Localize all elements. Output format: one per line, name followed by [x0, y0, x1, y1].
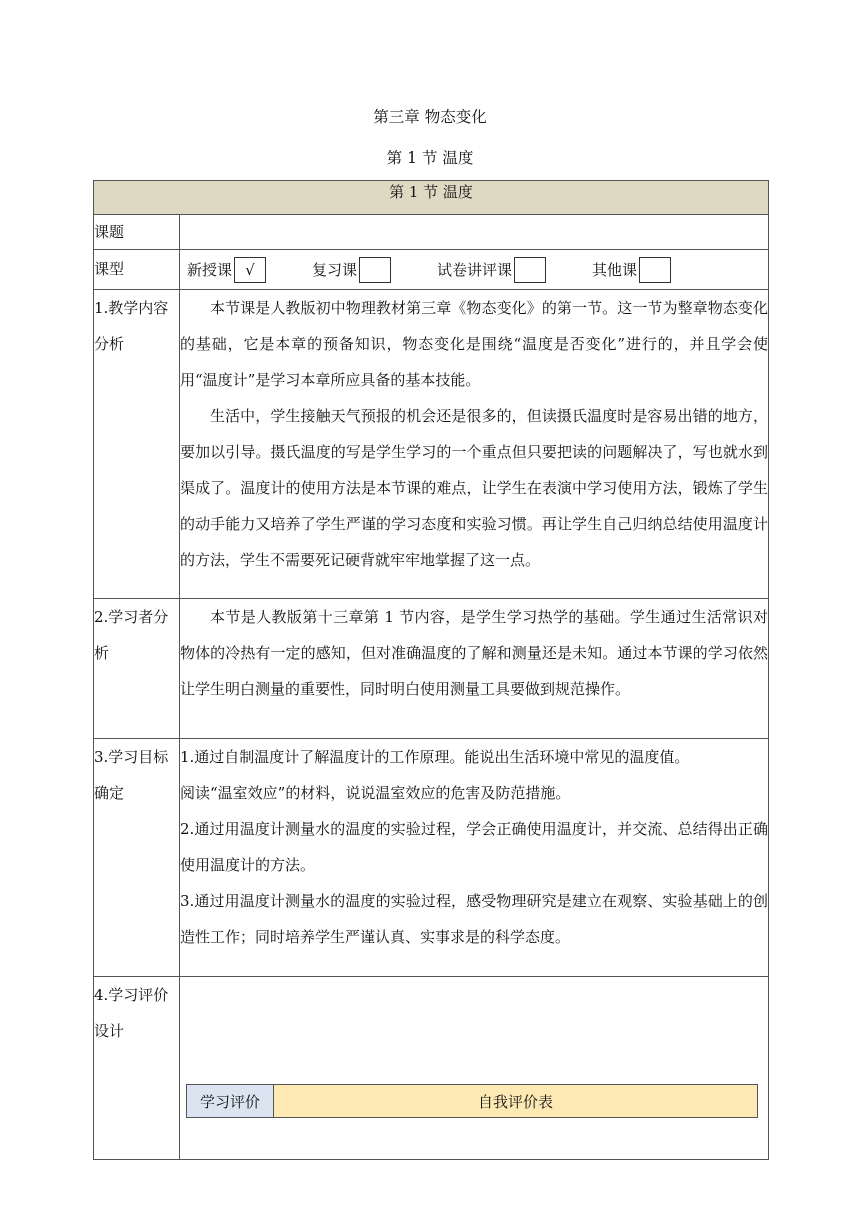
table-row: [94, 977, 769, 1160]
type-option-label: 试卷讲评课: [437, 261, 513, 279]
type-checkbox-review[interactable]: [359, 257, 391, 283]
type-checkbox-exam[interactable]: [514, 257, 546, 283]
goal-item: 3.通过用温度计测量水的温度的实验过程，感受物理研究是建立在观察、实验基础上的创造性工作；同时培养学生严谨认真、实事求是的科学态度。: [180, 892, 769, 946]
lesson-plan-table: [93, 180, 769, 1160]
table-header-row: [94, 181, 769, 215]
evaluation-design-label: 4.学习评价设计: [94, 977, 180, 1160]
evaluation-design-cell: [180, 977, 769, 1160]
section-title: 第 1 节 温度: [386, 149, 474, 167]
learner-analysis-text: [180, 599, 769, 739]
learning-goals-label: 3.学习目标确定: [94, 739, 180, 977]
content-analysis-label: 1.教学内容分析: [94, 290, 180, 599]
type-option-review: [312, 257, 391, 283]
table-row: [94, 215, 769, 250]
type-checkbox-other[interactable]: [639, 257, 671, 283]
type-option-exam: [437, 257, 546, 283]
type-option-new: [187, 257, 266, 283]
type-option-label: 新授课: [187, 261, 233, 279]
type-option-label: 其他课: [592, 261, 638, 279]
topic-value[interactable]: [180, 215, 769, 250]
type-label: 课型: [94, 250, 180, 290]
goal-item: 2.通过用温度计测量水的温度的实验过程，学会正确使用温度计，并交流、总结得出正确使用温度计的方法。: [180, 820, 769, 874]
table-row: [94, 599, 769, 739]
evaluation-inner-title: 自我评价表: [274, 1085, 758, 1118]
topic-label: 课题: [94, 215, 180, 250]
type-option-other: [592, 257, 671, 283]
self-evaluation-table: [186, 1084, 758, 1118]
paragraph: 本节课是人教版初中物理教材第三章《物态变化》的第一节。这一节为整章物态变化的基础，它是本章的预备知识，物态变化是围绕“温度是否变化”进行的，并且学会使用“温度计”是学习本章所应具备的基本技能。: [180, 299, 769, 389]
chapter-title: 第三章 物态变化: [373, 108, 487, 126]
learner-analysis-label: 2.学习者分析: [94, 599, 180, 739]
table-row: [94, 290, 769, 599]
type-options: [180, 250, 769, 290]
goal-item: 1.通过自制温度计了解温度计的工作原理。能说出生活环境中常见的温度值。: [180, 748, 690, 766]
content-analysis-text: [180, 290, 769, 599]
paragraph: 本节是人教版第十三章第 1 节内容，是学生学习热学的基础。学生通过生活常识对物体的冷热有一定的感知，但对准确温度的了解和测量还是未知。通过本节课的学习依然让学生明白测量的重要性，同时明白使用测量工具要做到规范操作。: [180, 608, 769, 698]
table-row: [94, 250, 769, 290]
table-header: 第 1 节 温度: [94, 181, 769, 215]
table-row: [94, 739, 769, 977]
paragraph: 生活中，学生接触天气预报的机会还是很多的，但读摄氏温度时是容易出错的地方，要加以引导。摄氏温度的写是学生学习的一个重点但只要把读的问题解决了，写也就水到渠成了。温度计的使用方法是本节课的难点，让学生在表演中学习使用方法，锻炼了学生的动手能力又培养了学生严谨的学习态度和实验习惯。再让学生自己归纳总结使用温度计的方法，学生不需要死记硬背就牢牢地掌握了这一点。: [180, 407, 769, 569]
type-checkbox-new[interactable]: √: [234, 257, 266, 283]
goal-item: 阅读“温室效应”的材料，说说温室效应的危害及防范措施。: [180, 784, 571, 802]
type-option-label: 复习课: [312, 261, 358, 279]
learning-goals-text: [180, 739, 769, 977]
table-row: [187, 1085, 758, 1118]
evaluation-inner-label: 学习评价: [187, 1085, 274, 1118]
